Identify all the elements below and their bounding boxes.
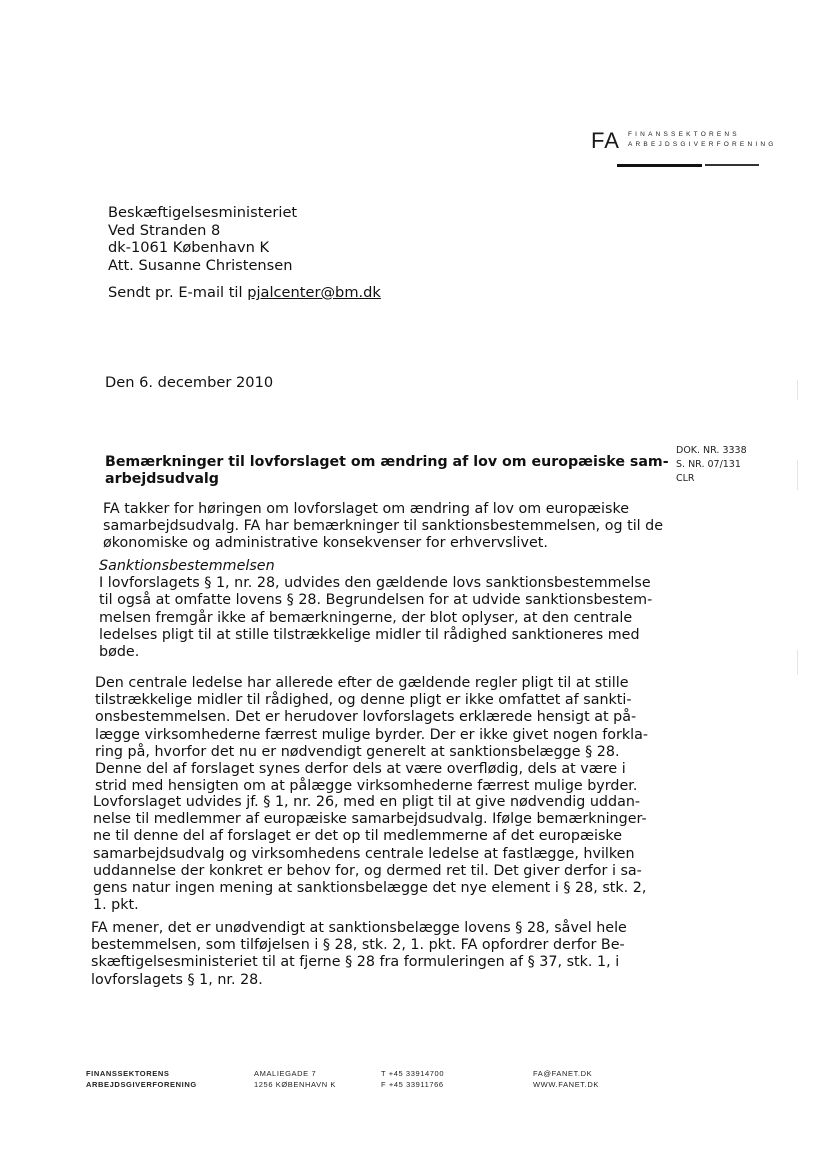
text-line: tilstrækkelige midler til rådighed, og denne pligt er ikke omfattet af sankti- [95, 692, 632, 709]
scan-edge-mark [797, 650, 798, 675]
text-line: bøde. [99, 644, 140, 661]
logo-line-1: FINANSSEKTORENS [628, 131, 740, 138]
text-line: gens natur ingen mening at sanktionsbelægge det nye element i § 28, stk. 2, [93, 880, 647, 897]
paragraph-conclusion [91, 920, 631, 989]
text-line: Denne del af forslaget synes derfor dels at være overflødig, dels at være i [95, 761, 626, 778]
sent-prefix: Sendt pr. E-mail til [108, 284, 243, 301]
footer-web [533, 1068, 599, 1090]
text-line: ring på, hvorfor det nu er nødvendigt generelt at sanktionsbelægge § 28. [95, 743, 620, 760]
heading-line: Bemærkninger til lovforslaget om ændring af lov om europæiske sam- [105, 454, 669, 470]
initials: CLR [676, 473, 695, 484]
doc-number: DOK. NR. 3338 [676, 445, 747, 456]
letter-heading [105, 454, 669, 488]
email-link[interactable]: pjalcenter@bm.dk [247, 284, 381, 301]
text-line: til også at omfatte lovens § 28. Begrundelsen for at udvide sanktionsbestem- [99, 592, 653, 609]
text-line: 1. pkt. [93, 897, 139, 914]
address-line: Att. Susanne Christensen [108, 256, 293, 274]
document-reference [676, 444, 747, 486]
text-line: lovforslagets § 1, nr. 28. [91, 971, 263, 988]
scan-edge-mark [797, 460, 798, 490]
footer-line: F +45 33911766 [381, 1080, 444, 1089]
text-line: onsbestemmelsen. Det er herudover lovforslagets erklærede hensigt at på- [95, 709, 637, 726]
letter-date: Den 6. december 2010 [105, 374, 274, 391]
text-line: uddannelse der konkret er behov for, og dermed ret til. Det giver derfor i sa- [93, 862, 642, 879]
logo-underline-thick [617, 164, 702, 167]
footer-line: FINANSSEKTORENS [86, 1069, 170, 1078]
address-line: Beskæftigelsesministeriet [108, 204, 298, 221]
address-line: Ved Stranden 8 [108, 221, 221, 239]
text-line: Lovforslaget udvides jf. § 1, nr. 26, med en pligt til at give nødvendig uddan- [93, 794, 641, 810]
paragraph-intro [103, 501, 664, 553]
text-line: ledelses pligt til at stille tilstrækkelige midler til rådighed sanktioneres med [99, 626, 640, 643]
text-line: strid med hensigten om at pålægge virksomhederne færrest mulige byrder. [95, 778, 638, 795]
case-number: S. NR. 07/131 [676, 459, 741, 470]
logo-underline-thin [705, 164, 759, 166]
footer-organization [86, 1068, 197, 1090]
text-line: samarbejdsudvalg. FA har bemærkninger til sanktionsbestemmelsen, og til de [103, 518, 664, 535]
text-line: økonomiske og administrative konsekvenser for erhvervslivet. [103, 535, 548, 552]
text-line: skæftigelsesministeriet til at fjerne § 28 fra formuleringen af § 37, stk. 1, i [91, 954, 620, 971]
recipient-address [108, 204, 297, 274]
sent-by-email-line [108, 284, 381, 301]
text-line: FA mener, det er unødvendigt at sanktionsbelægge lovens § 28, såvel hele [91, 920, 627, 936]
heading-line: arbejdsudvalg [105, 471, 219, 487]
text-line: nelse til medlemmer af europæiske samarbejdsudvalg. Ifølge bemærkninger- [93, 811, 647, 828]
text-line: Den centrale ledelse har allerede efter de gældende regler pligt til at stille [95, 675, 629, 691]
paragraph-sanction [99, 558, 653, 661]
text-line: FA takker for høringen om lovforslaget om ændring af lov om europæiske [103, 501, 630, 517]
text-line: bestemmelsen, som tilføjelsen i § 28, stk. 2, 1. pkt. FA opfordrer derfor Be- [91, 937, 625, 954]
footer-website[interactable]: WWW.FANET.DK [533, 1080, 599, 1089]
footer-email[interactable]: FA@FANET.DK [533, 1069, 593, 1078]
paragraph-training [93, 794, 647, 914]
text-line: I lovforslagets § 1, nr. 28, udvides den gældende lovs sanktionsbestemmelse [99, 575, 651, 592]
footer-line: ARBEJDSGIVERFORENING [86, 1080, 197, 1089]
footer-line: T +45 33914700 [381, 1069, 445, 1078]
address-line: dk-1061 København K [108, 239, 270, 256]
section-subheading: Sanktionsbestemmelsen [99, 558, 275, 574]
footer-line: AMALIEGADE 7 [254, 1069, 317, 1078]
text-line: lægge virksomhederne færrest mulige byrder. Der er ikke givet nogen forkla- [95, 726, 649, 743]
fa-logo-mark: FA [591, 128, 620, 153]
text-line: ne til denne del af forslaget er det op til medlemmerne af det europæiske [93, 828, 622, 845]
footer-address [254, 1068, 336, 1090]
text-line: melsen fremgår ikke af bemærkningerne, der blot oplyser, at den centrale [99, 609, 633, 626]
logo-line-2: ARBEJDSGIVERFORENING [628, 141, 777, 148]
footer-line: 1256 KØBENHAVN K [254, 1080, 336, 1089]
paragraph-central-management [95, 675, 649, 795]
scan-edge-mark [797, 380, 798, 400]
footer-phone [381, 1068, 444, 1090]
text-line: samarbejdsudvalg og virksomhedens centrale ledelse at fastlægge, hvilken [93, 845, 635, 862]
